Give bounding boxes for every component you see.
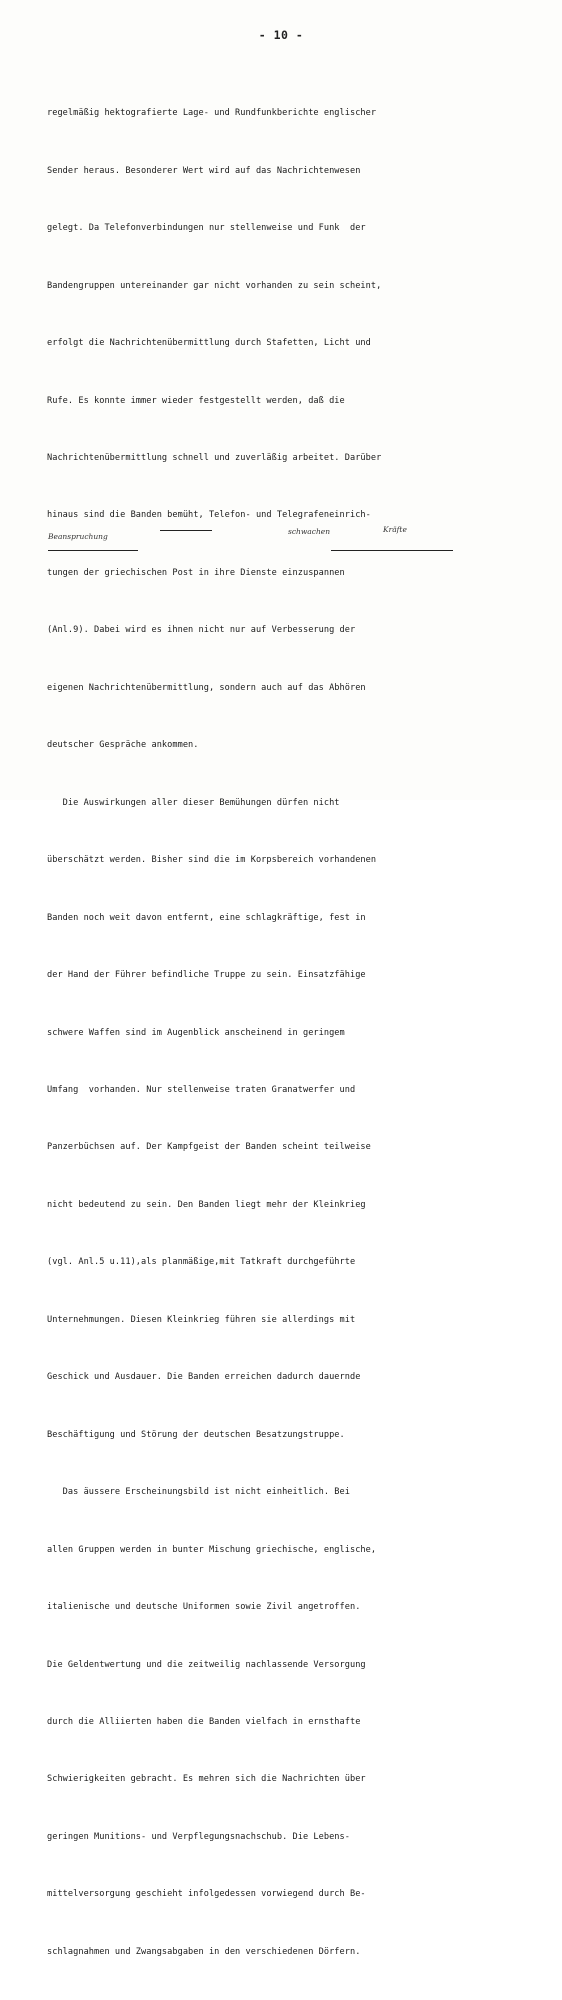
text-line: Rufe. Es konnte immer wieder festgestellt werden, daß die [47,395,345,406]
text-line: regelmäßig hektografierte Lage- und Rundfunkberichte englischer [47,108,377,119]
text-line: (Anl.9). Dabei wird es ihnen nicht nur auf Verbesserung der [47,625,356,636]
text-line: Panzerbüchsen auf. Der Kampfgeist der Banden scheint teilweise [47,1142,371,1153]
text-line: (vgl. Anl.5 u.11),als planmäßige,mit Tatkraft durchgeführte [47,1257,356,1268]
text-line: der Hand der Führer befindliche Truppe zu sein. Einsatzfähige [47,970,366,981]
text-line: tungen der griechischen Post in ihre Dienste einzuspannen [47,567,345,578]
text-line: überschätzt werden. Bisher sind die im Korpsbereich vorhandenen [47,855,377,866]
text-line: allen Gruppen werden in bunter Mischung griechische, englische, [47,1544,377,1555]
text-line: Banden noch weit davon entfernt, eine schlagkräftige, fest in [47,912,366,923]
text-line: Bandengruppen untereinander gar nicht vorhanden zu sein scheint, [47,280,382,291]
handwritten-correction: Kräfte [383,525,407,534]
text-line: Die Geldentwertung und die zeitweilig nachlassende Versorgung [47,1659,366,1670]
text-line: Umfang vorhanden. Nur stellenweise traten Granatwerfer und [47,1085,356,1096]
text-line: nicht bedeutend zu sein. Den Banden liegt mehr der Kleinkrieg [47,1199,366,1210]
text-line: deutscher Gespräche ankommen. [47,740,199,751]
handwritten-correction: Beanspruchung [48,532,108,541]
text-line: schwere Waffen sind im Augenblick anscheinend in geringem [47,1027,345,1038]
text-line: Nachrichtenübermittlung schnell und zuverläßig arbeitet. Darüber [47,453,382,464]
text-line: durch die Alliierten haben die Banden vielfach in ernsthafte [47,1717,361,1727]
paragraph-start-line: Das äussere Erscheinungsbild ist nicht einheitlich. Bei [47,1487,350,1498]
strikethrough-mark [331,550,453,551]
text-line: Beschäftigung und Störung der deutschen Besatzungstruppe. [47,1429,345,1440]
text-line: Geschick und Ausdauer. Die Banden erreichen dadurch dauernde [47,1372,361,1383]
text-line: Sender heraus. Besonderer Wert wird auf das Nachrichtenwesen [47,165,361,176]
text-line: hinaus sind die Banden bemüht, Telefon- und Telegrafeneinrich- [47,510,371,521]
strikethrough-mark [48,550,138,551]
text-line: eigenen Nachrichtenübermittlung, sondern auch auf das Abhören [47,682,366,693]
paragraph-start-line: Die Auswirkungen aller dieser Bemühungen dürfen nicht [47,797,340,808]
page-number: - 10 - [258,28,304,42]
strikethrough-mark [160,530,212,531]
text-line: erfolgt die Nachrichtenübermittlung durch Stafetten, Licht und [47,338,371,349]
text-line: geringen Munitions- und Verpflegungsnachschub. Die Lebens- [47,1831,350,1842]
typewritten-body [47,66,517,2000]
text-line: italienische und deutsche Uniformen sowie Zivil angetroffen. [47,1602,361,1613]
text-line: Unternehmungen. Diesen Kleinkrieg führen sie allerdings mit [47,1314,356,1325]
text-line: mittelversorgung geschieht infolgedessen vorwiegend durch Be- [47,1889,366,1900]
text-line: Schwierigkeiten gebracht. Es mehren sich die Nachrichten über [47,1774,366,1785]
text-line: schlagnahmen und Zwangsabgaben in den verschiedenen Dörfern. [47,1946,361,1957]
text-line: gelegt. Da Telefonverbindungen nur stellenweise und Funk der [47,223,366,234]
handwritten-correction: schwachen [288,527,331,536]
